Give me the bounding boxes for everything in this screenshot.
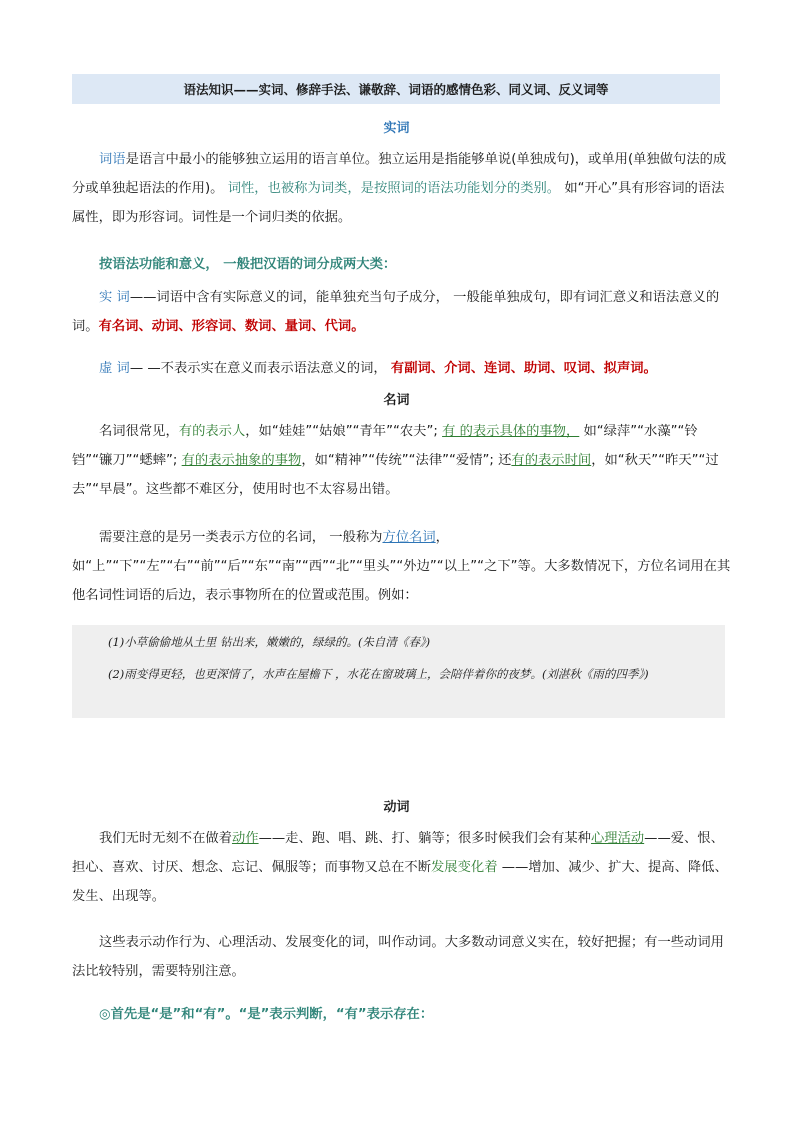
highlight-person: 有的表示人 bbox=[178, 424, 246, 439]
term-shici: 实 词 bbox=[99, 290, 130, 305]
text-segment: 如“绿萍”“水藻”“铃铛”“镰刀”“蟋蟀”; bbox=[72, 424, 698, 468]
document-title: 语法知识——实词、修辞手法、谦敬辞、词语的感情色彩、同义词、反义词等 bbox=[72, 74, 720, 104]
term-ciyu: 词语 bbox=[99, 152, 126, 167]
text-segment: ，如“秋天”“昨天”“过去”“早晨”。这些都不难区分，使用时也不太容易出错。 bbox=[72, 453, 719, 497]
paragraph-mingci-types bbox=[72, 417, 732, 504]
text-segment: 需要注意的是另一类表示方位的名词， 一般称为 bbox=[99, 530, 383, 545]
text-segment: ——增加、减少、扩大、提高、降低、发生、出现等。 bbox=[72, 860, 728, 904]
text-segment: ——走、跑、唱、跳、打、躺等；很多时候我们会有某种 bbox=[258, 831, 591, 846]
text-segment: ，如“上”“下”“左”“右”“前”“后”“东”“南”“西”“北”“里头”“外边”“以上”“之下”等。大多数情况下，方位名词用在其他名词性词语的后边，表示事物所在的位置或范围。例如： bbox=[72, 530, 731, 603]
example-quote-1: (1)小草偷偷地从土里 钻出来，嫩嫩的，绿绿的。(朱自清《春》) bbox=[108, 635, 431, 649]
highlight-cixing: 词性，也被称为词类，是按照词的语法功能划分的类别。 bbox=[227, 181, 561, 196]
highlight-concrete: 有 的表示具体的事物， bbox=[442, 424, 580, 439]
text-segment: 如“开心”具有形容词的语法属性，即为形容词。词性是一个词归类的依据。 bbox=[72, 181, 725, 225]
section-title-dongci: 动词 bbox=[383, 800, 410, 815]
text-segment: ，如“娃娃”“姑娘”“青年”“农夫”; bbox=[245, 424, 443, 439]
text-segment: 我们无时无刻不在做着 bbox=[99, 831, 232, 846]
text-segment: — —不表示实在意义而表示语法意义的词， bbox=[129, 361, 391, 376]
text-segment: ，如“精神”“传统”“法律”“爱情”; 还 bbox=[301, 453, 512, 468]
paragraph-word-definition bbox=[72, 145, 732, 232]
paragraph-fangwei bbox=[72, 523, 732, 610]
heading-shi-you: ◎首先是“是”和“有”。“是”表示判断，“有”表示存在： bbox=[99, 1007, 434, 1022]
highlight-time: 有的表示时间 bbox=[511, 453, 592, 468]
example-quote-2: (2)雨变得更轻，也更深情了，水声在屋檐下 ，水花在窗玻璃上，会陪伴着你的夜梦。(刘湛秋《雨的四季》) bbox=[108, 667, 649, 681]
text-segment: 是语言中最小的能够独立运用的语言单位。独立运用是指能够单说(单独成句)，或单用(单独做句法的成分或单独起语法的作用)。 bbox=[72, 152, 727, 196]
highlight-xuci-list: 有副词、介词、连词、助词、叹词、拟声词。 bbox=[390, 361, 657, 376]
paragraph-xuci bbox=[72, 354, 732, 383]
section-title-shici: 实词 bbox=[383, 121, 410, 136]
highlight-abstract: 有的表示抽象的事物 bbox=[181, 453, 302, 468]
text-segment: ——词语中含有实际意义的词，能单独充当句子成分， 一般能单独成句，即有词汇意义和语法意义的词。 bbox=[72, 290, 720, 334]
highlight-action: 动作 bbox=[231, 831, 259, 846]
example-quote-box bbox=[72, 625, 725, 718]
term-xuci: 虚 词 bbox=[99, 361, 130, 376]
section-title-mingci: 名词 bbox=[383, 393, 410, 408]
highlight-mental: 心理活动 bbox=[590, 831, 645, 846]
paragraph-dongci-types bbox=[72, 824, 732, 911]
heading-two-classes: 按语法功能和意义， 一般把汉语的词分成两大类： bbox=[99, 257, 397, 272]
paragraph-dongci-definition: 这些表示动作行为、心理活动、发展变化的词，叫作动词。大多数动词意义实在，较好把握；有一些动词用法比较特别，需要特别注意。 bbox=[72, 935, 724, 979]
highlight-change: 发展变化着 bbox=[431, 860, 498, 875]
highlight-shici-list: 有名词、动词、形容词、数词、量词、代词。 bbox=[98, 319, 365, 334]
text-segment: ——爱、恨、担心、喜欢、讨厌、想念、忘记、佩服等；而事物又总在不断 bbox=[72, 831, 724, 875]
text-segment: 名词很常见， bbox=[99, 424, 179, 439]
paragraph-shici bbox=[72, 283, 732, 341]
term-fangwei-mingci: 方位名词 bbox=[382, 530, 436, 545]
